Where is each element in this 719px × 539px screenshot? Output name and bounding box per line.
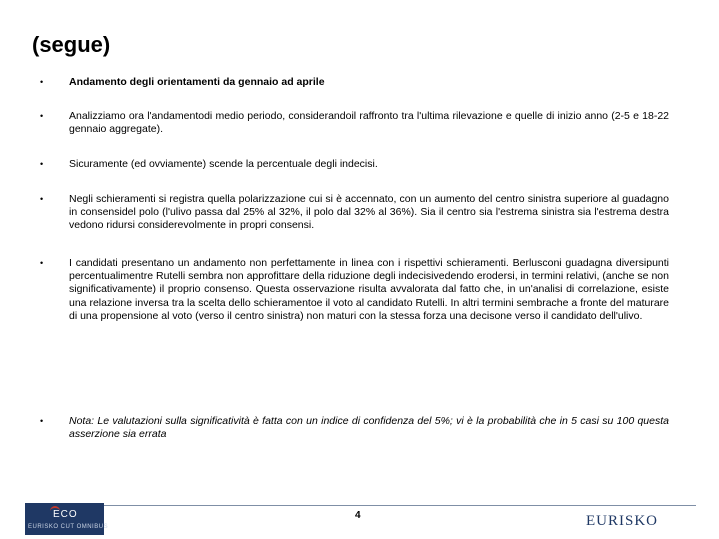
eurisko-logo: EURISKO [586,513,659,529]
eco-logo-name: ECO [53,509,78,520]
bullet-heading: Andamento degli orientamenti da gennaio ad aprile [69,76,325,88]
bullet-dot: • [40,159,44,169]
footer-divider [26,505,696,506]
bullet-note: Nota: Le valutazioni sulla significatività è fatta con un indice di confidenza del 5%; vi è la probabilità che in 5 casi su 100 questa asserzione sia errata [69,415,669,441]
bullet-dot: • [40,416,44,426]
page-number: 4 [355,510,361,521]
bullet-text: Sicuramente (ed ovviamente) scende la percentuale degli indecisi. [69,158,378,170]
eco-logo-subtitle: EURISKO CUT OMNIBUS [28,524,109,530]
bullet-dot: • [40,77,44,87]
bullet-text: Negli schieramenti si registra quella polarizzazione cui si è accennato, con un aumento del centro sinistra superiore al guadagno in consensidel polo (l'ulivo passa dal 25% al 32%, il polo dal 32% al 36%). Sia il centro sia l'estrema sinistra sia l'estrema destra vedono ridursi considerevolmente in propri consensi. [69,193,669,232]
bullet-dot: • [40,194,44,204]
bullet-text: Analizziamo ora l'andamentodi medio periodo, considerandoil raffronto tra l'ultima rilevazione e quelle di inizio anno (2-5 e 18-22 gennaio aggregate). [69,110,669,136]
bullet-dot: • [40,111,44,121]
bullet-dot: • [40,258,44,268]
page-title: (segue) [32,32,111,57]
bullet-text: I candidati presentano un andamento non perfettamente in linea con i rispettivi schieramenti. Berlusconi guadagna diversipunti percentualimentre Rutelli sembra non approfittare della riduzione degli indecisivedendo erodersi, in termini relativi, (anche se non significativamente) il proprio consenso. Questa osservazione risulta avvalorata dal fatto che, in un'analisi di correlazione, esiste una relazione inversa tra la scelta dello schieramentoe il voto al candidato Rutelli. In altri termini sembrache a fronte del maturare di una propensione al voto (verso il centro sinistra) non maturi con la stessa forza una decisone verso il candidato dell'ulivo. [69,257,669,322]
eco-logo [25,503,109,535]
